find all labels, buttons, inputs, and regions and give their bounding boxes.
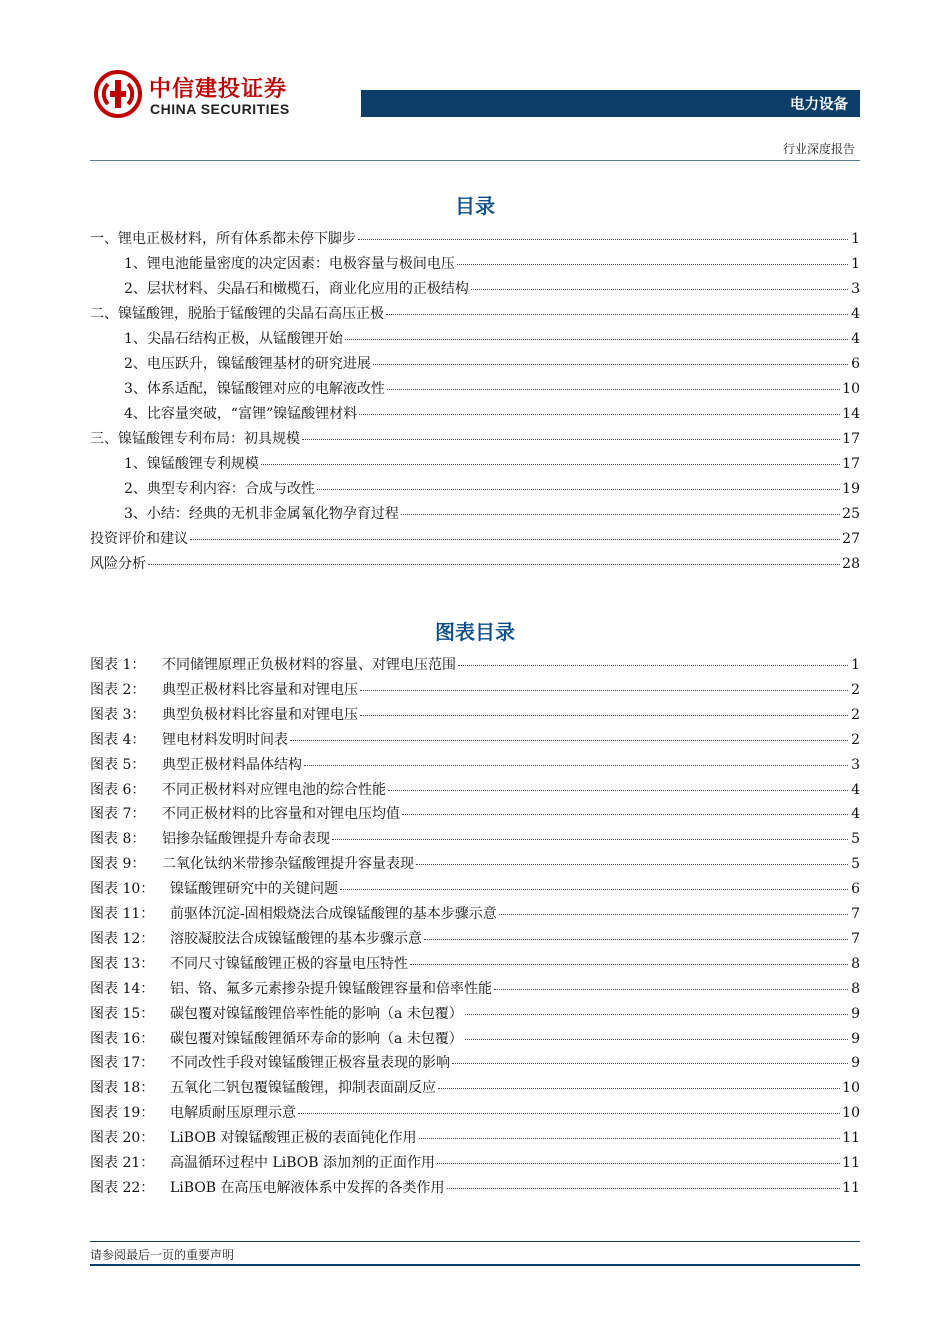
figure-entry-label bbox=[90, 1128, 417, 1148]
page-number: 19 bbox=[842, 481, 860, 497]
dot-leader bbox=[465, 1001, 848, 1015]
page-number: 4 bbox=[851, 806, 860, 823]
toc-entry[interactable] bbox=[124, 254, 860, 278]
figure-entry-label bbox=[90, 904, 497, 924]
page-number: 11 bbox=[842, 1179, 860, 1196]
figure-entry[interactable] bbox=[90, 804, 860, 828]
figure-entry[interactable] bbox=[90, 1178, 860, 1202]
toc-entry[interactable] bbox=[90, 429, 860, 453]
figure-entry[interactable] bbox=[90, 780, 860, 804]
toc-entry-label: 4、比容量突破，“富锂”镍锰酸锂材料 bbox=[124, 406, 358, 422]
dot-leader bbox=[388, 777, 848, 791]
category-banner bbox=[361, 90, 860, 117]
page-number: 9 bbox=[851, 1055, 860, 1072]
toc-entry-label: 3、体系适配，镍锰酸锂对应的电解液改性 bbox=[124, 381, 385, 397]
figure-entry-label bbox=[90, 1078, 436, 1098]
page-number: 2 bbox=[851, 706, 860, 723]
dot-leader bbox=[298, 1100, 840, 1114]
figure-entry-label bbox=[90, 804, 400, 824]
toc-entry-label: 风险分析 bbox=[90, 556, 146, 572]
figure-entry[interactable] bbox=[90, 705, 860, 729]
dot-leader bbox=[302, 426, 840, 440]
page-number: 10 bbox=[842, 381, 860, 397]
toc-entry-label: 1、锂电池能量密度的决定因素：电极容量与极间电压 bbox=[124, 256, 455, 272]
page-number: 2 bbox=[851, 731, 860, 748]
logo-english-name: CHINA SECURITIES bbox=[150, 101, 290, 117]
dot-leader bbox=[465, 1026, 848, 1040]
dot-leader bbox=[447, 1175, 841, 1189]
page-number: 10 bbox=[842, 1080, 860, 1097]
figure-entry-number: 图表 13： bbox=[90, 955, 155, 972]
dot-leader bbox=[358, 226, 848, 240]
dot-leader bbox=[401, 501, 840, 515]
toc-entry[interactable] bbox=[124, 479, 860, 503]
footer-divider-bottom bbox=[90, 1264, 860, 1266]
dot-leader bbox=[494, 976, 848, 990]
toc-entry[interactable] bbox=[124, 379, 860, 403]
figure-entry[interactable] bbox=[90, 879, 860, 903]
toc-entry[interactable] bbox=[124, 279, 860, 303]
figure-entry-label bbox=[90, 1053, 450, 1073]
dot-leader bbox=[261, 451, 840, 465]
figure-entry[interactable] bbox=[90, 730, 860, 754]
figure-entry-title: 锂电材料发明时间表 bbox=[162, 731, 288, 748]
figure-entry[interactable] bbox=[90, 1004, 860, 1028]
figure-entry-number: 图表 4： bbox=[90, 731, 146, 748]
dot-leader bbox=[317, 476, 840, 490]
figure-entry-label bbox=[90, 680, 358, 700]
report-type-label: 行业深度报告 bbox=[782, 142, 855, 156]
figure-entry-number: 图表 6： bbox=[90, 781, 146, 798]
figure-entry-number: 图表 15： bbox=[90, 1005, 155, 1022]
figure-entry-number: 图表 5： bbox=[90, 756, 146, 773]
toc-entry[interactable] bbox=[90, 229, 860, 253]
dot-leader bbox=[190, 526, 840, 540]
page-number: 8 bbox=[851, 955, 860, 972]
figure-entry-label bbox=[90, 1103, 296, 1123]
dot-leader bbox=[290, 727, 848, 741]
figure-entry-number: 图表 16： bbox=[90, 1030, 155, 1047]
figure-entry-title: 前驱体沉淀-固相煅烧法合成镍锰酸锂的基本步骤示意 bbox=[170, 906, 497, 922]
figure-entry[interactable] bbox=[90, 1053, 860, 1077]
figure-entry[interactable] bbox=[90, 1103, 860, 1127]
page-number: 3 bbox=[851, 281, 860, 297]
dot-leader bbox=[458, 652, 848, 666]
page-number: 17 bbox=[842, 431, 860, 447]
figure-entry[interactable] bbox=[90, 1128, 860, 1152]
page-header bbox=[0, 0, 950, 170]
dot-leader bbox=[332, 826, 848, 840]
toc-entry-label: 2、层状材料、尖晶石和橄榄石，商业化应用的正极结构 bbox=[124, 281, 469, 297]
toc-entry[interactable] bbox=[124, 329, 860, 353]
figure-entry-label bbox=[90, 655, 456, 675]
figure-entry-label bbox=[90, 854, 414, 874]
figure-entry-label bbox=[90, 879, 338, 899]
category-label: 电力设备 bbox=[790, 97, 848, 113]
figure-entry[interactable] bbox=[90, 1029, 860, 1053]
toc-entry[interactable] bbox=[124, 454, 860, 478]
figure-entry-number: 图表 18： bbox=[90, 1080, 155, 1097]
toc-entry[interactable] bbox=[90, 304, 860, 328]
toc-title: 目录 bbox=[455, 194, 495, 218]
figure-entry[interactable] bbox=[90, 829, 860, 853]
page-number: 17 bbox=[842, 456, 860, 472]
dot-leader bbox=[452, 1050, 848, 1064]
figure-entry[interactable] bbox=[90, 854, 860, 878]
figure-entry-title: 高温循环过程中 LiBOB 添加剂的正面作用 bbox=[170, 1155, 435, 1171]
figure-entry-label bbox=[90, 730, 288, 750]
page-number: 11 bbox=[842, 1130, 860, 1147]
figure-entry-title: 典型正极材料晶体结构 bbox=[162, 756, 302, 773]
dot-leader bbox=[304, 752, 848, 766]
figure-entry-number: 图表 17： bbox=[90, 1055, 155, 1072]
figure-entry-title: 不同正极材料对应锂电池的综合性能 bbox=[162, 781, 386, 798]
footer-disclaimer: 请参阅最后一页的重要声明 bbox=[90, 1248, 235, 1262]
footer-divider-top bbox=[90, 1241, 860, 1242]
logo-chinese-name: 中信建投证券 bbox=[149, 77, 288, 102]
toc-entry-label: 二、镍锰酸锂，脱胎于锰酸锂的尖晶石高压正极 bbox=[90, 306, 384, 322]
dot-leader bbox=[402, 801, 848, 815]
page-number: 1 bbox=[851, 231, 860, 247]
dot-leader bbox=[416, 851, 848, 865]
page-number: 5 bbox=[851, 831, 860, 848]
page-number: 7 bbox=[851, 930, 860, 947]
page-number: 6 bbox=[851, 356, 860, 372]
figure-entry[interactable] bbox=[90, 904, 860, 928]
figure-entry-title: 不同储锂原理正负极材料的容量、对锂电压范围 bbox=[162, 657, 456, 673]
dot-leader bbox=[340, 876, 848, 890]
toc-entry-label: 三、镍锰酸锂专利布局：初具规模 bbox=[90, 431, 300, 447]
toc-entry-label: 3、小结：经典的无机非金属氧化物孕育过程 bbox=[124, 506, 399, 522]
dot-leader bbox=[499, 901, 848, 915]
page-number: 4 bbox=[851, 331, 860, 347]
figure-entry-title: 碳包覆对镍锰酸锂循环寿命的影响（a 未包覆） bbox=[170, 1030, 463, 1047]
figure-entry[interactable] bbox=[90, 655, 860, 679]
dot-leader bbox=[410, 951, 848, 965]
figure-entry-title: 典型负极材料比容量和对锂电压 bbox=[162, 706, 358, 723]
page-number: 4 bbox=[851, 781, 860, 798]
figure-entry-label bbox=[90, 1178, 445, 1198]
figure-entry-label bbox=[90, 829, 330, 849]
dot-leader bbox=[457, 251, 848, 265]
toc-entry-label: 一、锂电正极材料，所有体系都未停下脚步 bbox=[90, 231, 356, 247]
dot-leader bbox=[386, 301, 848, 315]
figure-entry-title: 典型正极材料比容量和对锂电压 bbox=[162, 681, 358, 698]
figure-entry-title: 五氧化二钒包覆镍锰酸锂，抑制表面副反应 bbox=[170, 1080, 436, 1097]
toc-entry-label: 投资评价和建议 bbox=[90, 531, 188, 547]
toc-entry-label: 2、电压跃升，镍锰酸锂基材的研究进展 bbox=[124, 356, 371, 372]
figure-entry-number: 图表 7： bbox=[90, 806, 146, 823]
page-number: 10 bbox=[842, 1105, 860, 1122]
dot-leader bbox=[419, 1125, 841, 1139]
toc-entry-label: 2、典型专利内容：合成与改性 bbox=[124, 481, 315, 497]
figure-entry-title: LiBOB 在高压电解液体系中发挥的各类作用 bbox=[170, 1179, 445, 1196]
page-number: 4 bbox=[851, 306, 860, 322]
page-number: 1 bbox=[851, 657, 860, 673]
figure-entry-title: 不同尺寸镍锰酸锂正极的容量电压特性 bbox=[170, 955, 408, 972]
figure-entry-number: 图表 20： bbox=[90, 1130, 155, 1147]
toc-entry-label: 1、尖晶石结构正极，从锰酸锂开始 bbox=[124, 331, 343, 347]
figure-entry-title: 碳包覆对镍锰酸锂倍率性能的影响（a 未包覆） bbox=[170, 1005, 463, 1022]
dot-leader bbox=[438, 1075, 840, 1089]
figure-entry[interactable] bbox=[90, 680, 860, 704]
page-number: 1 bbox=[851, 256, 860, 272]
figure-entry-label bbox=[90, 705, 358, 725]
figure-entry-label bbox=[90, 1029, 463, 1049]
dot-leader bbox=[471, 276, 848, 290]
figure-entry-number: 图表 2： bbox=[90, 681, 146, 698]
company-logo-icon bbox=[94, 70, 142, 118]
figure-entry[interactable] bbox=[90, 755, 860, 779]
figure-entry-number: 图表 10： bbox=[90, 881, 155, 898]
dot-leader bbox=[148, 551, 840, 565]
figure-entry-title: 二氧化钛纳米带掺杂锰酸锂提升容量表现 bbox=[162, 856, 414, 873]
figure-entry-label bbox=[90, 979, 492, 999]
figure-entry[interactable] bbox=[90, 1078, 860, 1102]
figure-entry[interactable] bbox=[90, 1153, 860, 1177]
toc-entry[interactable] bbox=[124, 404, 860, 428]
page-number: 8 bbox=[851, 980, 860, 997]
page-number: 2 bbox=[851, 681, 860, 698]
figure-entry-number: 图表 8： bbox=[90, 831, 146, 848]
company-logo bbox=[94, 70, 334, 126]
toc-entry[interactable] bbox=[124, 504, 860, 528]
page-number: 5 bbox=[851, 856, 860, 873]
page-number: 11 bbox=[842, 1155, 860, 1171]
figure-entry-number: 图表 19： bbox=[90, 1105, 155, 1122]
dot-leader bbox=[373, 351, 848, 365]
figure-entry-number: 图表 12： bbox=[90, 930, 155, 947]
figure-entry[interactable] bbox=[90, 929, 860, 953]
header-divider bbox=[90, 160, 860, 161]
figure-entry-label bbox=[90, 954, 408, 974]
figure-entry-title: 铝掺杂锰酸锂提升寿命表现 bbox=[162, 831, 330, 848]
figure-entry-title: 溶胶凝胶法合成镍锰酸锂的基本步骤示意 bbox=[170, 930, 422, 947]
figure-entry[interactable] bbox=[90, 979, 860, 1003]
toc-entry[interactable] bbox=[90, 554, 860, 578]
figure-entry-number: 图表 22： bbox=[90, 1179, 155, 1196]
dot-leader bbox=[360, 677, 848, 691]
page-number: 14 bbox=[842, 406, 860, 422]
figure-entry-number: 图表 3： bbox=[90, 706, 146, 723]
figure-entry-title: 电解质耐压原理示意 bbox=[170, 1105, 296, 1122]
figure-entry-number: 图表 14： bbox=[90, 980, 155, 997]
figure-entry-label bbox=[90, 755, 302, 775]
figure-entry-label bbox=[90, 1004, 463, 1024]
page-number: 27 bbox=[842, 531, 860, 547]
figure-entry-title: 铝、铬、氟多元素掺杂提升镍锰酸锂容量和倍率性能 bbox=[170, 980, 492, 997]
toc-entry[interactable] bbox=[90, 529, 860, 553]
page-number: 9 bbox=[851, 1030, 860, 1047]
dot-leader bbox=[360, 702, 848, 716]
dot-leader bbox=[359, 401, 840, 415]
figure-entry-title: LiBOB 对镍锰酸锂正极的表面钝化作用 bbox=[170, 1130, 417, 1147]
dot-leader bbox=[437, 1150, 840, 1164]
toc-entry-label: 1、镍锰酸锂专利规模 bbox=[124, 456, 259, 472]
figure-entry-number: 图表 11： bbox=[90, 906, 155, 922]
page-number: 25 bbox=[842, 506, 860, 522]
figure-entry-title: 不同正极材料的比容量和对锂电压均值 bbox=[162, 806, 400, 823]
figure-entry[interactable] bbox=[90, 954, 860, 978]
page-number: 28 bbox=[842, 556, 860, 572]
figure-entry-number: 图表 21： bbox=[90, 1155, 155, 1171]
figure-entry-number: 图表 1： bbox=[90, 657, 146, 673]
dot-leader bbox=[387, 376, 840, 390]
figure-entry-label bbox=[90, 929, 422, 949]
figure-entry-number: 图表 9： bbox=[90, 856, 146, 873]
page-number: 6 bbox=[851, 881, 860, 898]
figure-entry-label bbox=[90, 780, 386, 800]
page-number: 3 bbox=[851, 756, 860, 773]
toc-entry[interactable] bbox=[124, 354, 860, 378]
figure-entry-label bbox=[90, 1153, 435, 1173]
figure-entry-title: 不同改性手段对镍锰酸锂正极容量表现的影响 bbox=[170, 1055, 450, 1072]
figure-list-title: 图表目录 bbox=[435, 620, 515, 644]
figure-entry-title: 镍锰酸锂研究中的关键问题 bbox=[170, 881, 338, 898]
dot-leader bbox=[424, 926, 848, 940]
page-number: 9 bbox=[851, 1005, 860, 1022]
page-number: 7 bbox=[851, 906, 860, 922]
dot-leader bbox=[345, 326, 848, 340]
